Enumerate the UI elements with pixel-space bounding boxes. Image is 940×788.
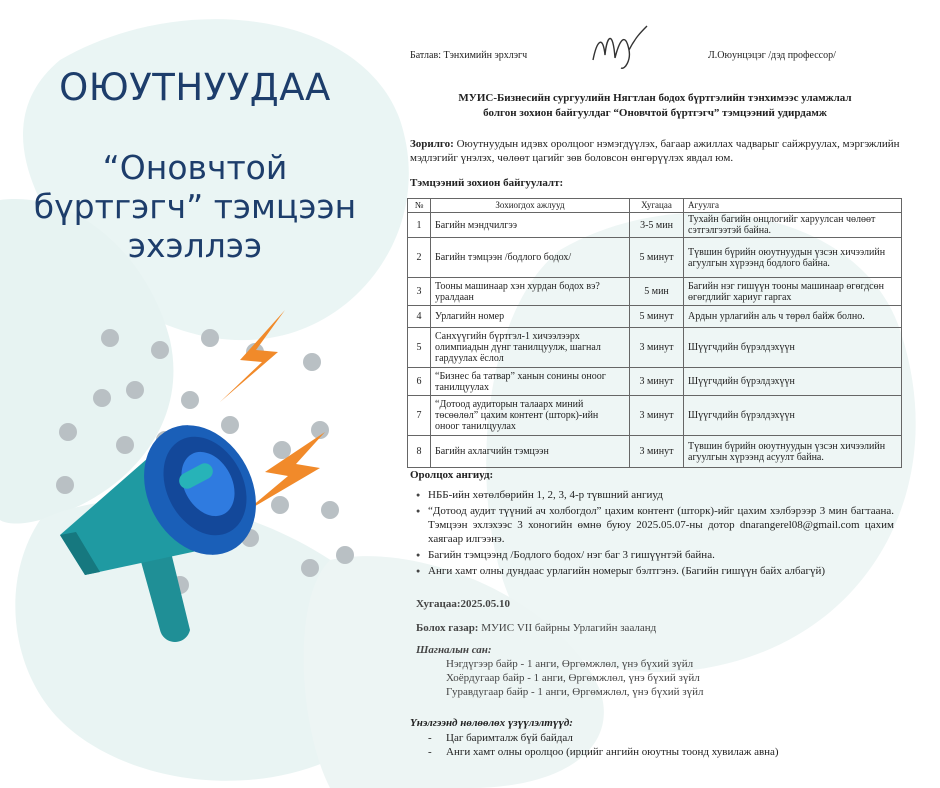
participants-heading: Оролцох ангиуд: [410, 469, 494, 481]
date-line [416, 597, 510, 611]
cell-duration: 5 мин [630, 278, 684, 306]
cell-content: Тухайн багийн онцлогийг харуулсан чөлөөт сэтгэлгээтэй байна. [684, 213, 902, 238]
cell-duration: 3 минут [630, 328, 684, 368]
participants-list [428, 488, 894, 580]
table-row [408, 368, 902, 396]
place-line [416, 621, 656, 635]
list-item: ● НББ-ийн хөтөлбөрийн 1, 2, 3, 4-р түвшний ангиуд [428, 488, 894, 502]
cell-content: Багийн нэг гишүүн тооны машинаар өгөгдсөн өгөгдлийг хариуг гаргах [684, 278, 902, 306]
approval-label: Батлав: Тэнхимийн эрхлэгч [410, 50, 528, 61]
promo-subheading-line: бүртгэгч” тэмцээн [33, 187, 357, 226]
col-header-content: Агуулга [684, 199, 902, 213]
list-item: ● Анги хамт олны дундаас урлагийн номерыг бэлтгэнэ. (Багийн гишүүн байх албагүй) [428, 564, 894, 578]
goal-text: Оюутнуудын идэвх оролцоог нэмэгдүүлэх, багаар ажиллах чадварыг сайжруулах, мэргэжлийн мэдлэгийг үнэлэх, чөлөөт цагийг зөв боловсон өнгөрүүлэх явдал юм. [410, 138, 900, 164]
list-item: - Анги хамт олны оролцоо (ирцийг ангийн оюутны тоонд хувилаж авна) [428, 746, 779, 758]
megaphone-illustration [40, 290, 370, 670]
goal-paragraph [410, 137, 900, 165]
lightning-icon [220, 310, 285, 402]
cell-content: Түвшин бүрийн оюутнуудын үзсэн хичээлийн агуулгын хүрээнд бодлого байна. [684, 238, 902, 278]
place-label: Болох газар: [416, 622, 479, 634]
organization-heading: Тэмцээний зохион байгуулалт: [410, 177, 564, 189]
table-row [408, 436, 902, 468]
title-line: болгон зохион байгуулдаг “Оновчтой бүртгэгч” тэмцээний удирдамж [483, 107, 827, 119]
cell-duration: 5 минут [630, 306, 684, 328]
promo-subheading-line: “Оновчтой [102, 148, 288, 187]
cell-number: 5 [408, 328, 431, 368]
cell-duration: 5 минут [630, 238, 684, 278]
table-header-row [408, 199, 902, 213]
promo-subheading-line: эхэллээ [127, 226, 263, 265]
place-value: МУИС VII байрны Урлагийн зааланд [478, 622, 657, 634]
col-header-number: № [408, 199, 431, 213]
cell-number: 1 [408, 213, 431, 238]
criteria-heading: Үнэлгээнд нөлөөлөх үзүүлэлтүүд: [410, 717, 573, 729]
prize-list [446, 657, 704, 699]
promo-heading: ОЮУТНУУДАА [59, 66, 331, 109]
cell-duration: 3-5 мин [630, 213, 684, 238]
cell-content: Түвшин бүрийн оюутнуудын үзсэн хичээлийн агуулгын хүрээнд асуулт байна. [684, 436, 902, 468]
date-value: 2025.05.10 [460, 598, 511, 610]
cell-task: “Бизнес ба татвар” ханын сонины оноог танилцуулах [431, 368, 630, 396]
cell-number: 2 [408, 238, 431, 278]
cell-task: Багийн мэндчилгээ [431, 213, 630, 238]
document-title [405, 91, 905, 121]
competition-table [407, 198, 902, 468]
cell-number: 6 [408, 368, 431, 396]
table-row [408, 396, 902, 436]
approver-name: Л.Оюунцэцэг /дэд профессор/ [708, 50, 836, 61]
cell-number: 3 [408, 278, 431, 306]
cell-task: Багийн ахлагчийн тэмцээн [431, 436, 630, 468]
col-header-task: Зохиогдох ажлууд [431, 199, 630, 213]
cell-duration: 3 минут [630, 368, 684, 396]
cell-number: 4 [408, 306, 431, 328]
title-line: МУИС-Бизнесийн сургуулийн Нягтлан бодох бүртгэлийн тэнхимээс уламжлал [458, 92, 852, 104]
date-label: Хугацаа: [416, 598, 461, 610]
criteria-text: Анги хамт олны оролцоо (ирцийг ангийн оюутны тоонд хувилаж авна) [446, 746, 779, 758]
cell-task: Тооны машинаар хэн хурдан бодох вэ? уралдаан [431, 278, 630, 306]
prize-heading: Шагналын сан: [416, 644, 492, 656]
cell-content: Шүүгчдийн бүрэлдэхүүн [684, 368, 902, 396]
list-item: ● Багийн тэмцээнд /Бодлого бодох/ нэг баг 3 гишүүнтэй байна. [428, 548, 894, 562]
cell-task: Урлагийн номер [431, 306, 630, 328]
table-row [408, 278, 902, 306]
cell-number: 7 [408, 396, 431, 436]
prize-item: Гуравдугаар байр - 1 анги, Өргөмжлөл, үнэ бүхий зүйл [446, 686, 704, 698]
criteria-text: Цаг баримталж бүй байдал [446, 732, 573, 744]
signature [585, 20, 655, 75]
cell-task: “Дотоод аудиторын талаарх миний төсөөлөл” цахим контент (шторк)-ийн оноог танилцуулах [431, 396, 630, 436]
list-item: ● “Дотоод аудит түүний ач холбогдол” цахим контент (шторк)-ийг цахим хэлбэрээр 3 мин багтаана. Тэмцээн эхлэхээс 3 хоногийн өмнө буюу 2025.05.07-ны дотор dnarangerel08@gmail.com цахим хаягаар илгээнэ. [428, 504, 894, 546]
col-header-duration: Хугацаа [630, 199, 684, 213]
prize-item: Хоёрдугаар байр - 1 анги, Өргөмжлөл, үнэ бүхий зүйл [446, 672, 700, 684]
table-row [408, 238, 902, 278]
prize-item: Нэгдүгээр байр - 1 анги, Өргөмжлөл, үнэ бүхий зүйл [446, 658, 694, 670]
goal-label: Зорилго: [410, 138, 454, 150]
table-row [408, 306, 902, 328]
criteria-list [428, 731, 779, 759]
cell-content: Шүүгчдийн бүрэлдэхүүн [684, 396, 902, 436]
cell-number: 8 [408, 436, 431, 468]
promo-subheading [0, 148, 390, 265]
cell-duration: 3 минут [630, 396, 684, 436]
list-item: - Цаг баримталж бүй байдал [428, 732, 573, 744]
cell-content: Шүүгчдийн бүрэлдэхүүн [684, 328, 902, 368]
table-row [408, 213, 902, 238]
table-row [408, 328, 902, 368]
cell-content: Ардын урлагийн аль ч төрөл байж болно. [684, 306, 902, 328]
cell-task: Санхүүгийн бүртгэл-1 хичээлээрх олимпиадын дүнг танилцуулж, шагнал гардуулах ёслол [431, 328, 630, 368]
cell-duration: 3 минут [630, 436, 684, 468]
cell-task: Багийн тэмцээн /бодлого бодох/ [431, 238, 630, 278]
